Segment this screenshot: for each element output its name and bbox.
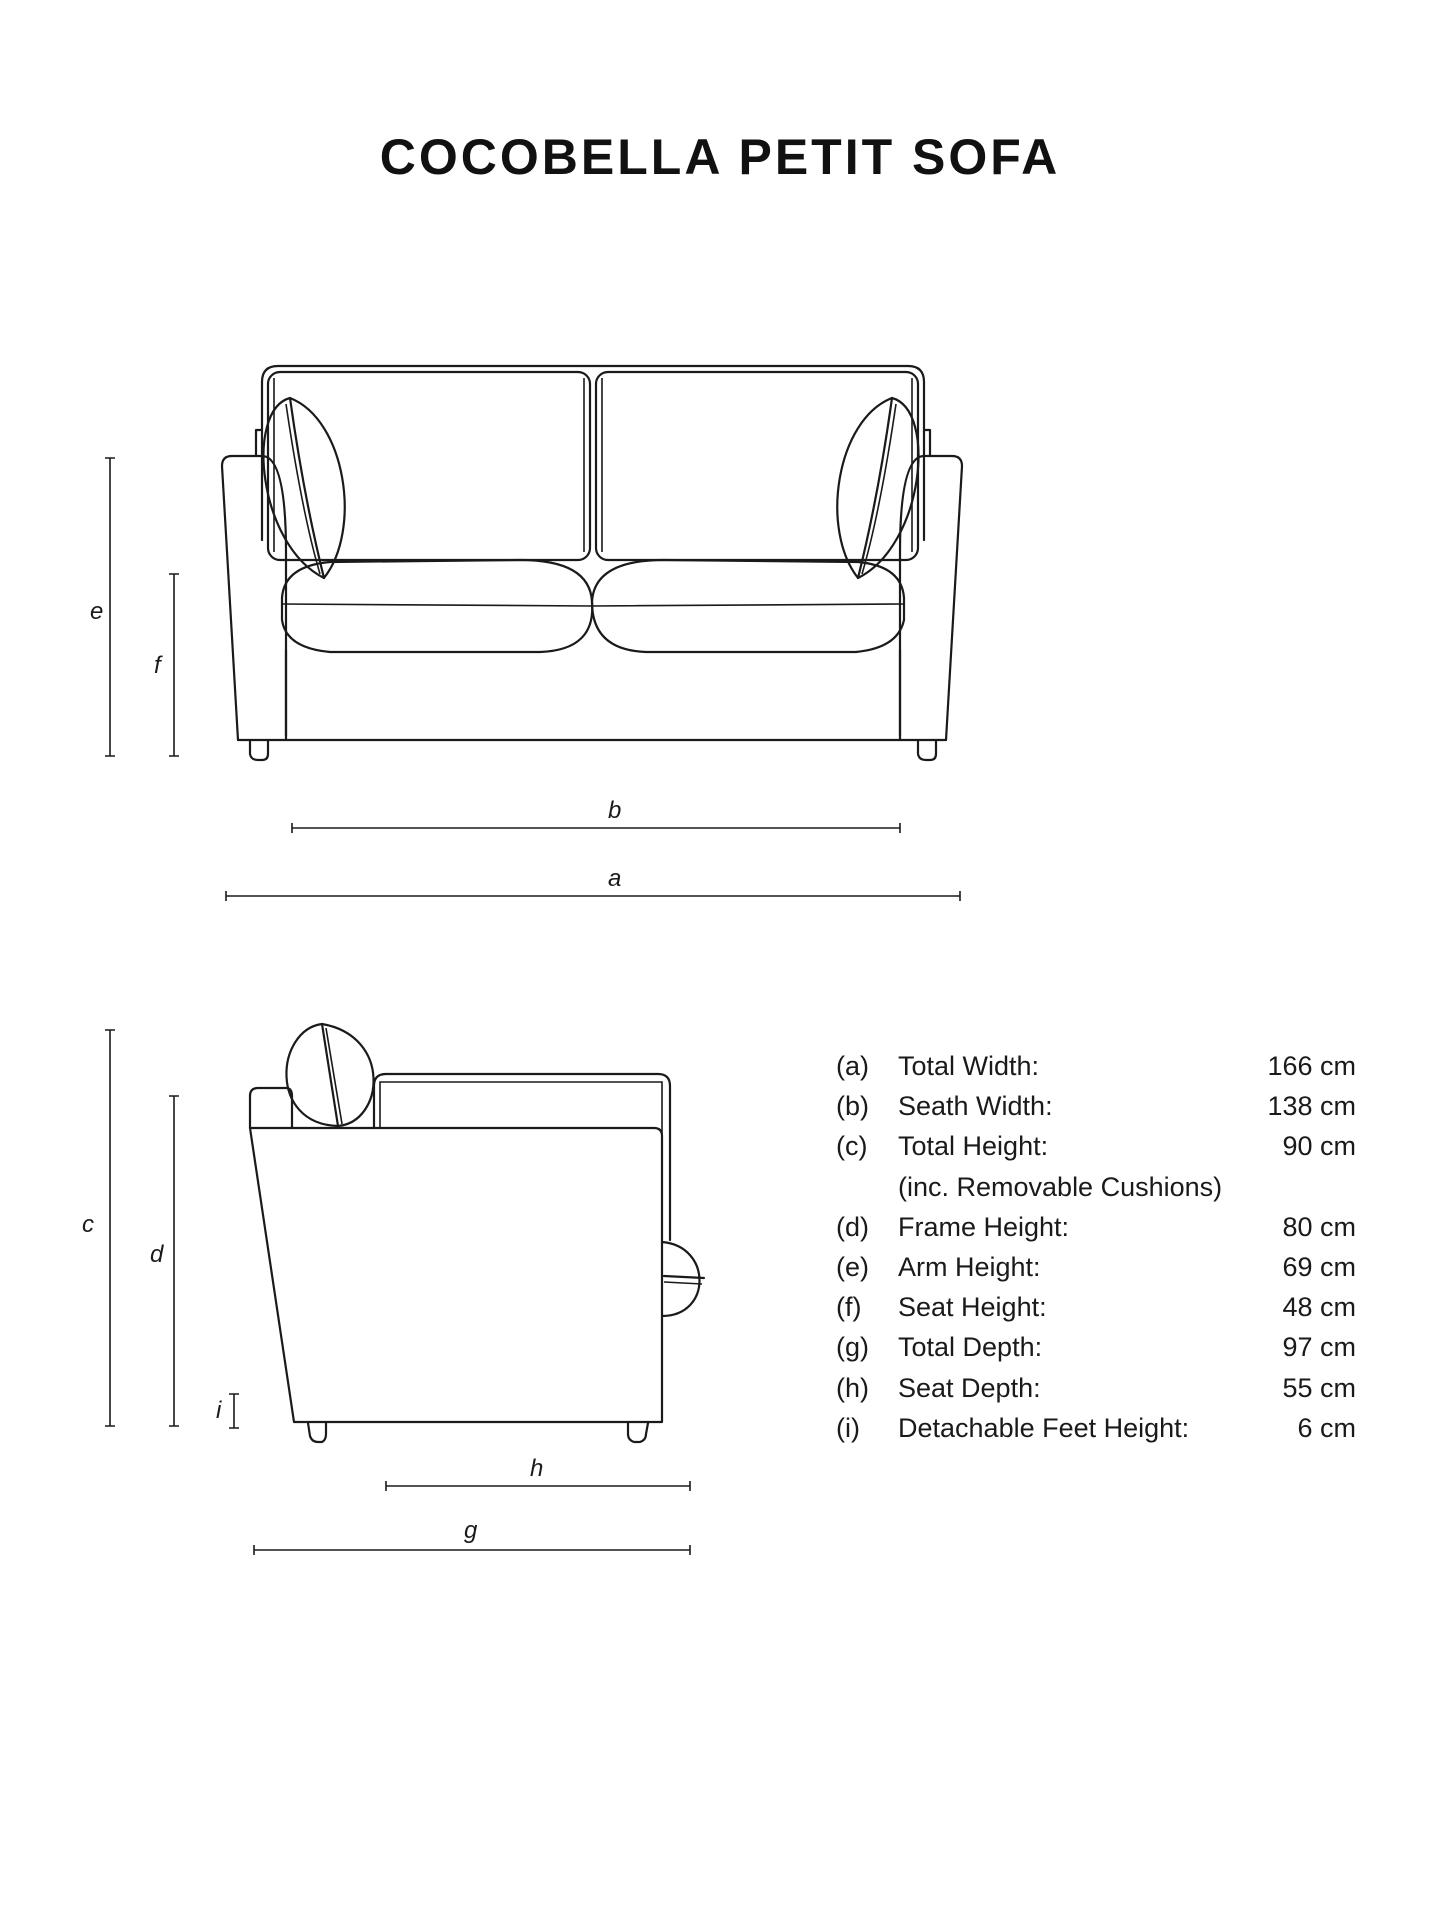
spec-label: Total Depth: (898, 1332, 1043, 1363)
spec-label: Detachable Feet Height: (898, 1412, 1190, 1443)
spec-value: 80 cm (1282, 1211, 1356, 1242)
spec-value: 55 cm (1282, 1372, 1356, 1403)
spec-label: Total Width: (898, 1051, 1040, 1081)
side-pillow-top (286, 1024, 373, 1126)
spec-value: 69 cm (1282, 1251, 1356, 1282)
spec-value: 48 cm (1282, 1292, 1356, 1323)
spec-row (836, 1207, 1356, 1247)
spec-key: (d) (836, 1211, 869, 1242)
spec-key: (f) (836, 1292, 862, 1323)
spec-row (836, 1086, 1356, 1126)
dim-line-b (292, 823, 900, 833)
spec-row (836, 1247, 1356, 1287)
spec-value: 6 cm (1297, 1412, 1356, 1443)
spec-key: (e) (836, 1251, 869, 1282)
dim-line-a (226, 891, 960, 901)
front-arm-right (900, 456, 962, 740)
dim-line-e (105, 458, 115, 756)
spec-note-row (836, 1167, 1356, 1207)
spec-row (836, 1126, 1356, 1166)
spec-value: 138 cm (1267, 1091, 1356, 1122)
side-body (250, 1128, 662, 1422)
side-view-drawing (250, 1024, 704, 1442)
dim-label-e: e (90, 598, 104, 625)
dim-label-i: i (216, 1397, 222, 1424)
dim-line-i (229, 1394, 239, 1428)
spec-key: (c) (836, 1131, 868, 1162)
spec-row (836, 1327, 1356, 1367)
spec-note: (inc. Removable Cushions) (898, 1171, 1223, 1202)
spec-label: Frame Height: (898, 1211, 1070, 1242)
front-pillow-right (837, 398, 918, 578)
spec-value: 90 cm (1282, 1131, 1356, 1162)
spec-row (836, 1046, 1356, 1086)
front-back-cushion-left (268, 372, 590, 560)
front-foot-right (918, 741, 936, 760)
spec-row (836, 1368, 1356, 1408)
side-back-cushion (374, 1074, 670, 1240)
front-arm-left (222, 456, 286, 740)
dim-label-d: d (150, 1241, 164, 1268)
side-arm-back (250, 1088, 292, 1128)
spec-key: (h) (836, 1372, 869, 1403)
dim-line-g (254, 1545, 690, 1555)
spec-value: 97 cm (1282, 1332, 1356, 1363)
dimension-lines (105, 458, 960, 1555)
spec-row (836, 1287, 1356, 1327)
spec-label: Seat Height: (898, 1292, 1047, 1323)
dim-label-b: b (608, 797, 622, 824)
front-view-drawing (222, 366, 962, 760)
dim-label-g: g (464, 1517, 478, 1544)
front-foot-left (250, 741, 268, 760)
dim-label-f: f (154, 652, 161, 679)
dim-label-a: a (608, 865, 622, 892)
front-back-frame (262, 366, 924, 540)
spec-row (836, 1408, 1356, 1448)
dim-line-h (386, 1481, 690, 1491)
dimensions-table (836, 1046, 1356, 1448)
dim-line-f (169, 574, 179, 756)
spec-label: Seath Width: (898, 1091, 1053, 1122)
page-title: COCOBELLA PETIT SOFA (379, 129, 1061, 185)
dim-line-d (169, 1096, 179, 1426)
front-base (238, 650, 946, 740)
spec-key: (i) (836, 1412, 860, 1443)
dim-label-c: c (82, 1211, 94, 1238)
dim-line-c (105, 1030, 115, 1426)
dim-label-h: h (530, 1455, 544, 1482)
spec-value: 166 cm (1267, 1051, 1356, 1081)
front-pillow-left (264, 398, 345, 578)
spec-key: (a) (836, 1051, 869, 1081)
side-foot-back (308, 1423, 326, 1442)
spec-label: Arm Height: (898, 1251, 1041, 1282)
spec-key: (b) (836, 1091, 869, 1122)
side-pillow-front (662, 1242, 704, 1316)
side-foot-front (628, 1423, 648, 1442)
spec-label: Total Height: (898, 1131, 1049, 1162)
spec-label: Seat Depth: (898, 1372, 1041, 1403)
spec-key: (g) (836, 1332, 869, 1363)
